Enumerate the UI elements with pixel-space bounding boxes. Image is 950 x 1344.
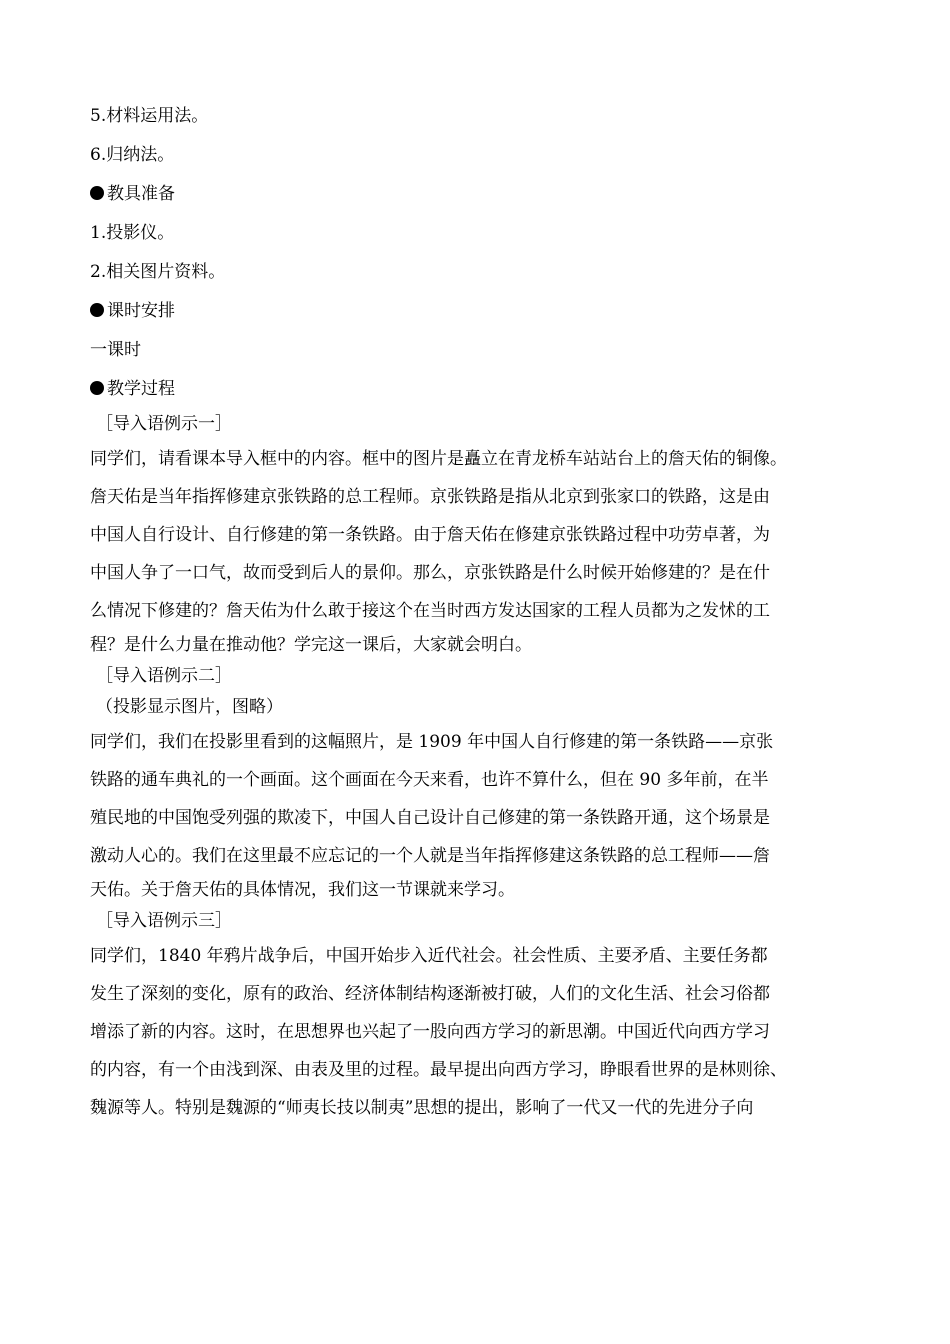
aid-item-1: 1.投影仪。 — [90, 223, 175, 243]
paragraph-line: 么情况下修建的？詹天佑为什么敢于接这个在当时西方发达国家的工程人员都为之发怵的工 — [90, 601, 770, 621]
paragraph-line: 同学们，1840 年鸦片战争后，中国开始步入近代社会。社会性质、主要矛盾、主要任务都 — [90, 946, 768, 966]
section-heading-text: 教具准备 — [107, 184, 175, 204]
paragraph-line: 同学们，请看课本导入框中的内容。框中的图片是矗立在青龙桥车站站台上的詹天佑的铜像。 — [90, 449, 787, 469]
projection-note: （投影显示图片，图略） — [96, 697, 283, 717]
paragraph-line: 发生了深刻的变化，原有的政治、经济体制结构逐渐被打破，人们的文化生活、社会习俗都 — [90, 984, 770, 1004]
paragraph-line: 中国人自行设计、自行修建的第一条铁路。由于詹天佑在修建京张铁路过程中功劳卓著，为 — [90, 525, 770, 545]
paragraph-line: 的内容，有一个由浅到深、由表及里的过程。最早提出向西方学习，睁眼看世界的是林则徐、 — [90, 1060, 787, 1080]
schedule-value: 一课时 — [90, 340, 141, 360]
paragraph-line: 殖民地的中国饱受列强的欺凌下，中国人自己设计自己修建的第一条铁路开通，这个场景是 — [90, 808, 770, 828]
paragraph-line: 詹天佑是当年指挥修建京张铁路的总工程师。京张铁路是指从北京到张家口的铁路，这是由 — [90, 487, 770, 507]
section-heading-process — [90, 370, 860, 409]
intro-example-1-label: ［导入语例示一］ — [96, 414, 232, 434]
paragraph-line: 天佑。关于詹天佑的具体情况，我们这一节课就来学习。 — [90, 880, 515, 900]
section-heading-text: 教学过程 — [107, 379, 175, 399]
aid-item-2: 2.相关图片资料。 — [90, 262, 226, 282]
paragraph-line: 增添了新的内容。这时，在思想界也兴起了一股向西方学习的新思潮。中国近代向西方学习 — [90, 1022, 770, 1042]
section-heading-teaching-aids — [90, 175, 860, 214]
intro-example-2-label: ［导入语例示二］ — [96, 666, 232, 686]
paragraph-line: 激动人心的。我们在这里最不应忘记的一个人就是当年指挥修建这条铁路的总工程师——詹 — [90, 846, 770, 866]
paragraph-line: 铁路的通车典礼的一个画面。这个画面在今天来看，也许不算什么，但在 90 多年前，在半 — [90, 770, 769, 790]
bullet-icon — [90, 186, 104, 200]
method-item-6: 6.归纳法。 — [90, 145, 175, 165]
paragraph-line: 魏源等人。特别是魏源的“师夷长技以制夷”思想的提出，影响了一代又一代的先进分子向 — [90, 1098, 754, 1118]
section-heading-schedule — [90, 292, 860, 331]
section-heading-text: 课时安排 — [107, 301, 175, 321]
bullet-icon — [90, 303, 104, 317]
paragraph-line: 程？是什么力量在推动他？学完这一课后，大家就会明白。 — [90, 635, 532, 655]
paragraph-line: 同学们，我们在投影里看到的这幅照片，是 1909 年中国人自行修建的第一条铁路——京张 — [90, 732, 774, 752]
document-body — [90, 97, 860, 1127]
paragraph-line: 中国人争了一口气，故而受到后人的景仰。那么，京张铁路是什么时候开始修建的？是在什 — [90, 563, 770, 583]
intro-example-3-label: ［导入语例示三］ — [96, 911, 232, 931]
method-item-5: 5.材料运用法。 — [90, 106, 209, 126]
bullet-icon — [90, 381, 104, 395]
